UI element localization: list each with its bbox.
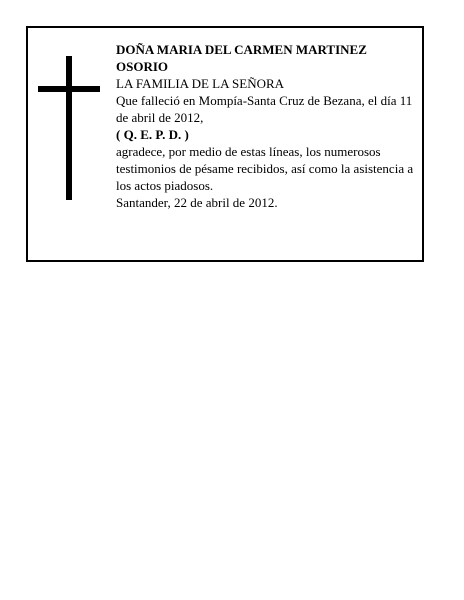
obituary-notice-box xyxy=(26,26,424,262)
family-line: LA FAMILIA DE LA SEÑORA xyxy=(116,76,285,91)
qepd-line: ( Q. E. P. D. ) xyxy=(116,127,189,142)
notice-text-block xyxy=(116,41,421,211)
place-date: Santander, 22 de abril de 2012. xyxy=(116,195,278,210)
cross-horizontal-bar xyxy=(38,86,100,92)
latin-cross-icon xyxy=(38,56,100,200)
death-details: Que falleció en Mompía-Santa Cruz de Bezana, el día 11 de abril de 2012, xyxy=(116,93,413,125)
deceased-name: DOÑA MARIA DEL CARMEN MARTINEZ OSORIO xyxy=(116,42,367,74)
cross-vertical-bar xyxy=(66,56,72,200)
thanks-text: agradece, por medio de estas líneas, los numerosos testimonios de pésame recibidos, así como la asistencia a los actos piadosos. xyxy=(116,144,414,193)
